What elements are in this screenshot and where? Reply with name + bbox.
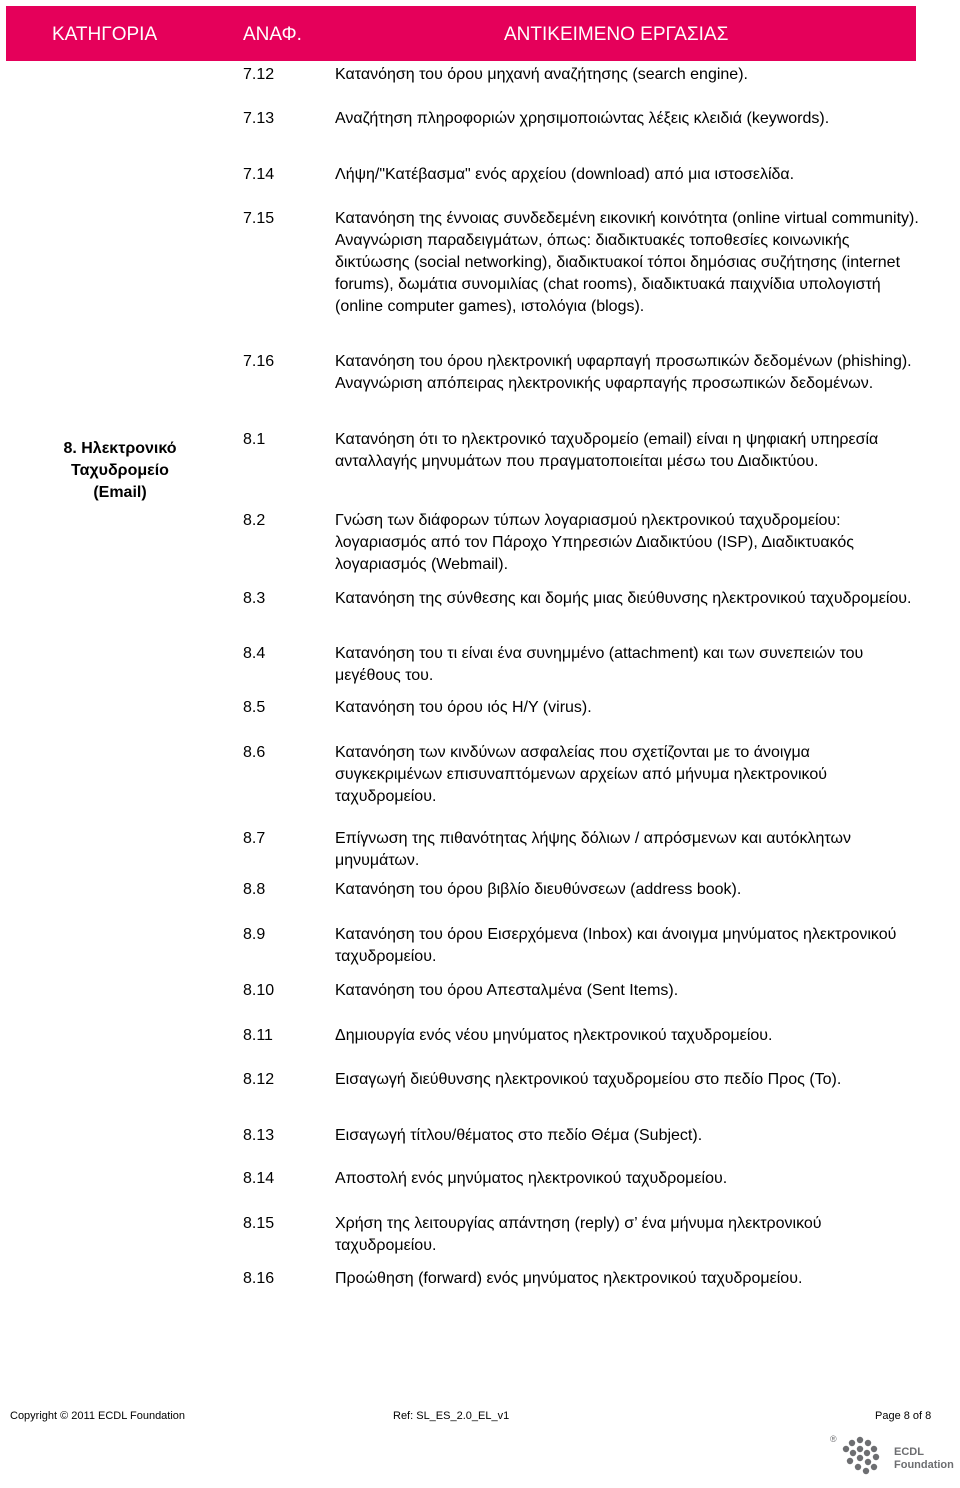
item-text: Κατανόηση του όρου ιός Η/Υ (virus).: [335, 699, 592, 716]
item-text: Κατανόηση του όρου μηχανή αναζήτησης (search engine).: [335, 66, 748, 83]
item-ref: 7.14: [243, 166, 275, 183]
item-text: Δημιουργία ενός νέου μηνύματος ηλεκτρονικού ταχυδρομείου.: [335, 1027, 773, 1044]
item-ref: 7.12: [243, 66, 275, 83]
item-ref: 8.15: [243, 1215, 275, 1232]
item-text: Εισαγωγή τίτλου/θέματος στο πεδίο Θέμα (Subject).: [335, 1127, 703, 1144]
item-ref: 8.14: [243, 1170, 275, 1187]
item-ref: 8.10: [243, 982, 275, 999]
item-text: Εισαγωγή διεύθυνσης ηλεκτρονικού ταχυδρομείου στο πεδίο Προς (To).: [335, 1071, 842, 1088]
header-objective: ΑΝΤΙΚΕΙΜΕΝΟ ΕΡΓΑΣΙΑΣ: [504, 24, 729, 45]
ecdl-logo: [830, 1432, 955, 1477]
ecdl-logo-icon: [830, 1432, 890, 1477]
item-ref: 7.13: [243, 110, 275, 127]
item-ref: 8.8: [243, 881, 266, 898]
item-text: Γνώση των διάφορων τύπων λογαριασμού ηλεκτρονικού ταχυδρομείου: λογαριασμός από τον Πάροχο Υπηρεσιών Διαδικτύου (ISP), Διαδικτυακός λογαριασμός (Webmail).: [335, 512, 855, 573]
item-text: Αναζήτηση πληροφοριών χρησιμοποιώντας λέξεις κλειδιά (keywords).: [335, 110, 830, 127]
item-ref: 8.5: [243, 699, 266, 716]
item-text: Κατανόηση των κινδύνων ασφαλείας που σχετίζονται με το άνοιγμα συγκεκριμένων επισυναπτόμενων αρχείων από μήνυμα ηλεκτρονικού ταχυδρομείου.: [335, 744, 827, 805]
item-text: Χρήση της λειτουργίας απάντηση (reply) σ’ ένα μήνυμα ηλεκτρονικού ταχυδρομείου.: [335, 1215, 822, 1254]
category-label: 8. Ηλεκτρονικό Ταχυδρομείο (Email): [63, 440, 177, 501]
item-ref: 8.4: [243, 645, 266, 662]
item-text: Λήψη/"Κατέβασμα" ενός αρχείου (download) από μια ιστοσελίδα.: [335, 166, 795, 183]
item-text: Κατανόηση του τι είναι ένα συνημμένο (attachment) και των συνεπειών του μεγέθους του.: [335, 645, 864, 684]
footer-ref: Ref: SL_ES_2.0_EL_v1: [393, 1410, 510, 1422]
item-text: Κατανόηση του όρου Απεσταλμένα (Sent Items).: [335, 982, 679, 999]
item-text: Αποστολή ενός μηνύματος ηλεκτρονικού ταχυδρομείου.: [335, 1170, 728, 1187]
item-text: Κατανόηση του όρου ηλεκτρονική υφαρπαγή προσωπικών δεδομένων (phishing). Αναγνώριση απόπειρας ηλεκτρονικής υφαρπαγής προσωπικών δεδομένων.: [335, 353, 912, 392]
item-text: Επίγνωση της πιθανότητας λήψης δόλιων / απρόσμενων και αυτόκλητων μηνυμάτων.: [335, 830, 851, 869]
item-ref: 8.16: [243, 1270, 275, 1287]
header-ref: ΑΝΑΦ.: [243, 24, 302, 45]
item-text: Κατανόηση του όρου Εισερχόμενα (Inbox) και άνοιγμα μηνύματος ηλεκτρονικού ταχυδρομείου.: [335, 926, 897, 965]
registered-mark: ®: [830, 1434, 837, 1444]
table-header: [6, 6, 916, 61]
item-ref: 7.16: [243, 353, 275, 370]
footer-page-number: Page 8 of 8: [875, 1410, 932, 1422]
item-text: Κατανόηση της σύνθεσης και δομής μιας διεύθυνσης ηλεκτρονικού ταχυδρομείου.: [335, 590, 912, 607]
item-text: Προώθηση (forward) ενός μηνύματος ηλεκτρονικού ταχυδρομείου.: [335, 1270, 803, 1287]
footer-copyright: Copyright © 2011 ECDL Foundation: [10, 1410, 186, 1422]
item-ref: 8.2: [243, 512, 266, 529]
item-ref: 7.15: [243, 210, 275, 227]
item-text: Κατανόηση της έννοιας συνδεδεμένη εικονική κοινότητα (online virtual community). Αναγνώριση παραδειγμάτων, όπως: διαδικτυακές τοποθεσίες κοινωνικής δικτύωσης (social networking), διαδικτυακοί τόποι δημόσιας συζήτησης (internet forums), δωμάτια συνομιλίας (chat rooms), διαδικτυακά παιχνίδια υπολογιστή (online computer games), ιστολόγια (blogs).: [335, 210, 919, 315]
item-ref: 8.12: [243, 1071, 275, 1088]
item-text: Κατανόηση του όρου βιβλίο διευθύνσεων (address book).: [335, 881, 742, 898]
item-text: Κατανόηση ότι το ηλεκτρονικό ταχυδρομείο (email) είναι η ψηφιακή υπηρεσία ανταλλαγής μηνυμάτων που πραγματοποιείται μέσω του Διαδικτύου.: [335, 431, 879, 470]
item-ref: 8.1: [243, 431, 266, 448]
logo-text: ECDL Foundation: [894, 1446, 954, 1471]
item-ref: 8.7: [243, 830, 266, 847]
item-ref: 8.13: [243, 1127, 275, 1144]
item-ref: 8.9: [243, 926, 266, 943]
item-ref: 8.3: [243, 590, 266, 607]
item-ref: 8.11: [243, 1027, 273, 1044]
header-category: ΚΑΤΗΓΟΡΙΑ: [52, 24, 158, 45]
item-ref: 8.6: [243, 744, 266, 761]
